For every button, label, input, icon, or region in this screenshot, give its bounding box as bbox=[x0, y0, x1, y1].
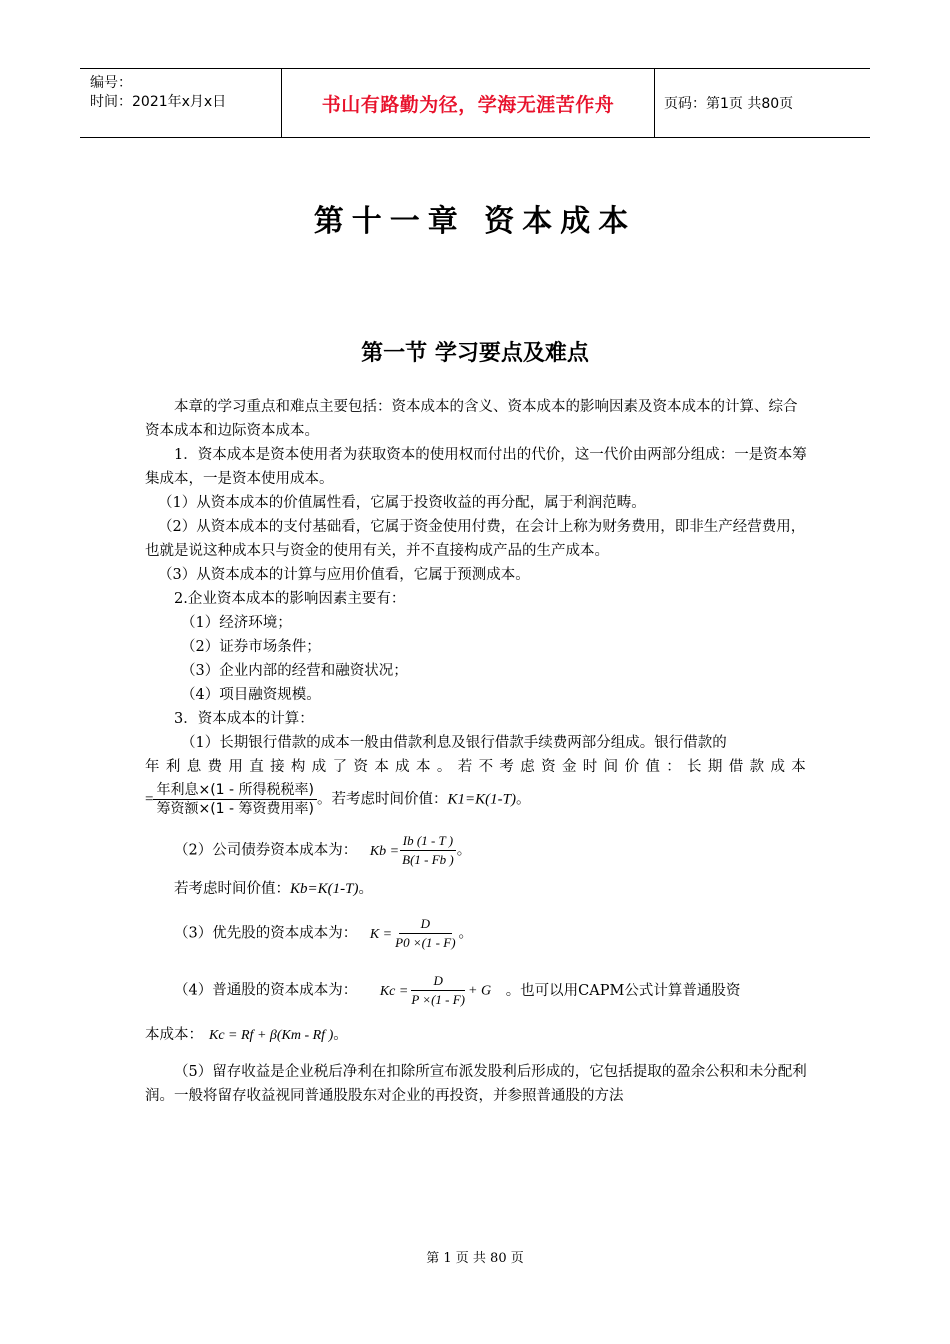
preferred-lhs: K = bbox=[369, 926, 393, 942]
common-denominator: P ×(1 - F) bbox=[411, 992, 466, 1007]
bond-time-formula: Kb=K(1-T) bbox=[290, 881, 359, 897]
paragraph-1-3: （3）从资本成本的计算与应用价值看，它属于预测成本。 bbox=[158, 567, 530, 583]
bond-denominator: B(1 - Fb ) bbox=[402, 852, 454, 867]
header-motto-cell bbox=[282, 69, 655, 137]
paragraph-1: 1．资本成本是资本使用者为获取资本的使用权而付出的代价，这一代价由两部分组成：一是资本筹集成本，一是资本使用成本。 bbox=[145, 447, 807, 487]
preferred-formula bbox=[392, 915, 458, 952]
bond-formula-line: （2）公司债券资本成本为： Kb = $\frac{Ib (1 - T )}{B(1 - Fb )}$ 。 bbox=[174, 833, 472, 867]
paragraph-2: 2.企业资本成本的影响因素主要有： bbox=[174, 591, 406, 607]
bond-lhs: Kb = bbox=[369, 843, 400, 859]
paragraph-3-5: （5）留存收益是企业税后净利在扣除所宣布派发股利后形成的，它包括提取的盈余公积和未分配利润。一般将留存收益视同普通股股东对企业的再投资，并参照普通股的方法 bbox=[145, 1064, 807, 1104]
preferred-formula-line: （3）优先股的资本成本为： K = $\frac{D}{P0 \times(1 - F)}$ 。 bbox=[174, 916, 474, 950]
paragraph-2-4: （4）项目融资规模。 bbox=[181, 687, 321, 703]
bond-formula bbox=[399, 832, 457, 869]
intro-paragraph: 本章的学习重点和难点主要包括：资本成本的含义、资本成本的影响因素及资本成本的计算、综合资本成本和边际资本成本。 bbox=[145, 399, 798, 439]
loan-formula-line: = $\frac{\text{年利息×(1 - 所得税税率)}}{\text{筹资额×(1 - 筹资费用率)}}$ 。若考虑时间价值：K1=K(1-T)。 bbox=[145, 782, 531, 817]
common-lhs: Kc = bbox=[379, 983, 409, 999]
paragraph-2-3: （3）企业内部的经营和融资状况； bbox=[181, 663, 408, 679]
capm-line: 本成本： Kc = Rf + β(Km - Rf )。 bbox=[145, 1027, 348, 1043]
loan-time-formula: K1=K(1-T) bbox=[447, 791, 516, 808]
preferred-numerator: D bbox=[399, 915, 452, 934]
header-page-cell bbox=[654, 69, 870, 137]
section-title: 第一节 学习要点及难点 bbox=[361, 341, 589, 366]
page-header bbox=[80, 68, 870, 138]
common-numerator: D bbox=[411, 972, 464, 991]
paragraph-3-1a: （1）长期银行借款的成本一般由借款利息及银行借款手续费两部分组成。银行借款的 bbox=[181, 735, 727, 751]
page-info: 页码：第1页 共80页 bbox=[664, 96, 794, 112]
motto-text: 书山有路勤为径，学海无涯苦作舟 bbox=[321, 93, 615, 116]
loan-formula-numerator: 年利息×(1 - 所得税税率) bbox=[153, 781, 317, 800]
loan-formula bbox=[153, 781, 317, 818]
paragraph-2-1: （1）经济环境； bbox=[181, 615, 292, 631]
paragraph-1-2: （2）从资本成本的支付基础看，它属于资金使用付费，在会计上称为财务费用，即非生产经营费用，也就是说这种成本只与资金的使用有关，并不直接构成产品的生产成本。 bbox=[145, 519, 806, 559]
document-body bbox=[145, 395, 807, 1108]
preferred-denominator: P0 ×(1 - F) bbox=[395, 935, 456, 950]
header-meta-cell bbox=[80, 69, 282, 137]
chapter-title: 第十一章 资本成本 bbox=[313, 204, 637, 239]
bond-numerator: Ib (1 - T ) bbox=[400, 832, 456, 851]
paragraph-3: 3．资本成本的计算： bbox=[174, 711, 314, 727]
bond-time-line: 若考虑时间价值：Kb=K(1-T)。 bbox=[174, 881, 373, 897]
paragraph-3-1b: 年利息费用直接构成了资本成本。若不考虑资金时间价值：长期借款成本 bbox=[145, 759, 807, 775]
paragraph-1-1: （1）从资本成本的价值属性看，它属于投资收益的再分配，属于利润范畴。 bbox=[158, 495, 646, 511]
loan-formula-denominator: 筹资额×(1 - 筹资费用率) bbox=[156, 801, 314, 817]
common-growth: + G bbox=[468, 983, 492, 999]
time-label: 时间：2021年x月x日 bbox=[90, 94, 227, 110]
capm-formula: Kc = Rf + β(Km - Rf ) bbox=[209, 1028, 334, 1043]
common-formula bbox=[408, 972, 468, 1009]
number-label: 编号： bbox=[90, 75, 132, 91]
common-formula-line: （4）普通股的资本成本为： Kc = $\frac{D}{P \times(1 - F)}$ + G 。也可以用CAPM公式计算普通股资 bbox=[174, 973, 741, 1007]
page-footer: 第 1 页 共 80 页 bbox=[426, 1251, 524, 1266]
paragraph-2-2: （2）证券市场条件； bbox=[181, 639, 321, 655]
